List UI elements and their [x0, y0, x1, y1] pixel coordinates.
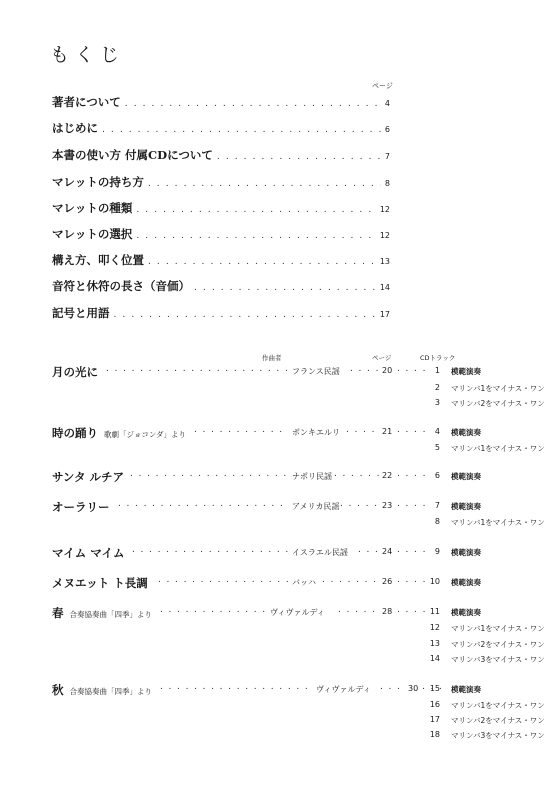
dot-leader — [148, 179, 381, 189]
dot-leader — [118, 499, 288, 509]
dot-leader — [358, 545, 380, 555]
dot-leader — [194, 425, 288, 435]
track-number: 5 — [434, 443, 440, 452]
dot-leader — [334, 469, 380, 479]
track-number: 14 — [429, 654, 440, 663]
track-number: 17 — [429, 715, 440, 724]
track-number: 8 — [434, 517, 440, 526]
song-title: 時の踊り 歌劇「ジョコンダ」より — [52, 426, 187, 440]
track-number: 9 — [434, 547, 440, 556]
dot-leader — [346, 425, 380, 435]
track-number: 4 — [434, 427, 440, 436]
song-page: 23 — [382, 501, 393, 510]
song-composer: アメリカ民謡 — [292, 502, 340, 511]
song-title: サンタ ルチア — [52, 470, 124, 484]
dot-leader — [148, 257, 376, 267]
song-composer: バッハ — [292, 578, 316, 587]
song-composer: ナポリ民謡 — [292, 472, 332, 481]
song-title: マイム マイム — [52, 546, 125, 560]
song-page: 24 — [382, 547, 393, 556]
track-number: 7 — [434, 501, 440, 510]
toc-entry-page: 12 — [379, 205, 390, 214]
toc-entry-label: マレットの持ち方 — [52, 175, 144, 189]
song-page: 28 — [382, 607, 393, 616]
dot-leader — [217, 152, 381, 162]
track-number: 3 — [434, 398, 440, 407]
song-composer: ポンキエルリ — [292, 428, 340, 437]
dot-leader — [102, 125, 381, 135]
song-composer: ヴィヴァルディ — [270, 608, 325, 617]
toc-entry-label: 本書の使い方 付属CDについて — [52, 148, 213, 162]
track-number: 2 — [434, 383, 440, 392]
song-composer: フランス民謡 — [292, 367, 340, 376]
song-subtitle: 合奏協奏曲「四季」より — [69, 687, 152, 696]
toc-entry-label: 著者について — [52, 95, 121, 109]
toc-entry-page: 14 — [379, 283, 390, 292]
toc-entry-label: 構え方、叩く位置 — [52, 253, 144, 267]
toc-entry-page: 6 — [384, 125, 390, 134]
dot-leader — [160, 682, 310, 692]
toc-entry[interactable] — [52, 226, 390, 242]
page-title: もくじ — [50, 44, 126, 66]
song-page: 20 — [382, 366, 393, 375]
dot-leader — [322, 575, 380, 585]
dot-leader — [114, 310, 376, 320]
track-number: 1 — [434, 366, 440, 375]
toc-entry-label: マレットの種類 — [52, 201, 133, 215]
toc-entry-label: はじめに — [52, 121, 98, 135]
cd-track-column-header: CDトラック — [420, 354, 456, 362]
toc-entry-label: マレットの選択 — [52, 227, 133, 241]
toc-entry[interactable] — [52, 174, 390, 190]
dot-leader — [158, 575, 288, 585]
song-title: メヌエット ト長調 — [52, 576, 148, 590]
dot-leader — [160, 605, 266, 615]
dot-leader — [132, 545, 288, 555]
dot-leader — [136, 231, 375, 241]
composer-column-header: 作曲者 — [262, 354, 282, 362]
song-composer: ヴィヴァルディ — [316, 685, 371, 694]
dot-leader — [350, 364, 380, 374]
toc-entry[interactable] — [52, 147, 390, 163]
song-page: 30 — [408, 684, 419, 693]
track-number: 10 — [429, 577, 440, 586]
toc-entry-page: 7 — [384, 152, 390, 161]
track-number: 16 — [429, 700, 440, 709]
toc-entry-label: 音符と休符の長さ（音価） — [52, 279, 190, 293]
dot-leader — [340, 499, 380, 509]
dot-leader — [125, 99, 381, 109]
toc-entry[interactable] — [52, 252, 390, 268]
toc-entry[interactable] — [52, 120, 390, 136]
toc-entry[interactable] — [52, 305, 390, 321]
song-title: 秋合奏協奏曲「四季」より — [52, 683, 152, 697]
page-column-header: ページ — [372, 82, 393, 90]
toc-entry-page: 17 — [379, 310, 390, 319]
dot-leader — [106, 364, 288, 374]
dot-leader — [338, 605, 380, 615]
song-title: 春合奏協奏曲「四季」より — [52, 606, 152, 620]
toc-entry-page: 4 — [384, 99, 390, 108]
track-number: 13 — [429, 639, 440, 648]
song-page: 26 — [382, 577, 393, 586]
toc-entry[interactable] — [52, 278, 390, 294]
song-page: 22 — [382, 471, 393, 480]
track-number: 18 — [429, 730, 440, 739]
song-title: 月の光に — [52, 365, 98, 379]
dot-leader — [130, 469, 288, 479]
song-composer: イスラエル民謡 — [292, 548, 348, 557]
toc-entry-label: 記号と用語 — [52, 306, 110, 320]
song-page: 21 — [382, 427, 393, 436]
track-number: 15 — [429, 684, 440, 693]
dot-leader — [136, 205, 375, 215]
song-subtitle: 歌劇「ジョコンダ」より — [104, 430, 187, 439]
dot-leader — [194, 283, 376, 293]
toc-entry[interactable] — [52, 94, 390, 110]
track-number: 6 — [434, 471, 440, 480]
track-number: 11 — [429, 607, 440, 616]
toc-entry-page: 12 — [379, 231, 390, 240]
song-title: オーラリー — [52, 500, 110, 514]
track-number: 12 — [429, 623, 440, 632]
toc-entry[interactable] — [52, 200, 390, 216]
dot-leader — [380, 682, 402, 692]
toc-entry-page: 13 — [379, 257, 390, 266]
song-subtitle: 合奏協奏曲「四季」より — [69, 610, 152, 619]
toc-entry-page: 8 — [384, 179, 390, 188]
page-column-header-songs: ページ — [372, 354, 392, 362]
